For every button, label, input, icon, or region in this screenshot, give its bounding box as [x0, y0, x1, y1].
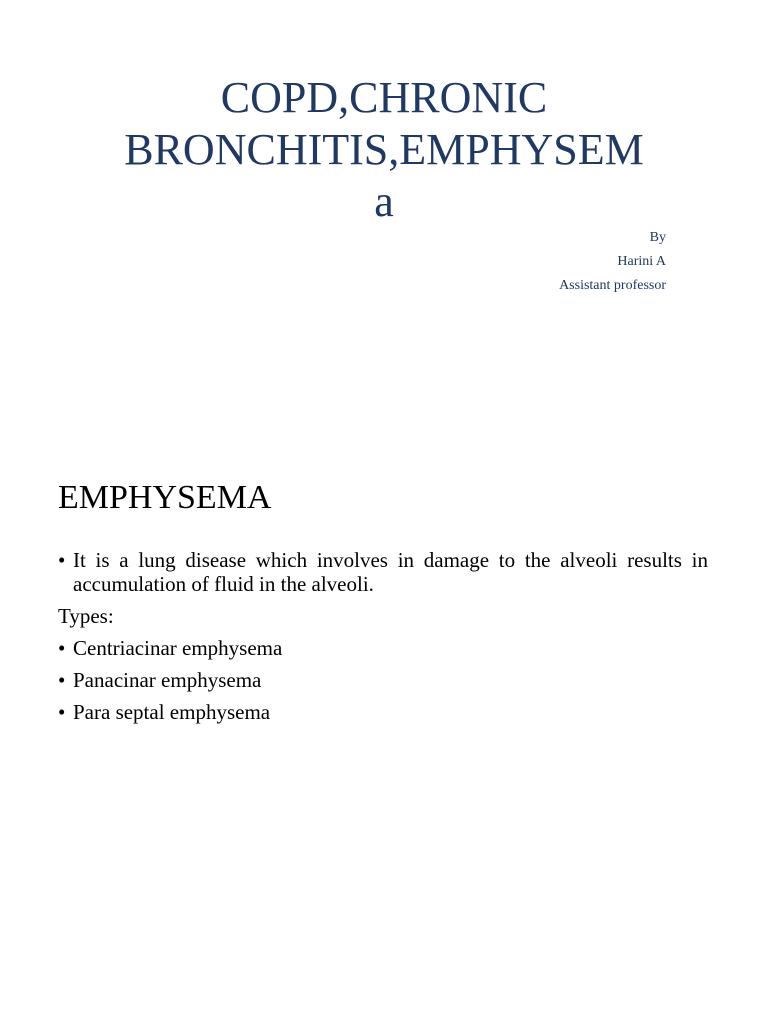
bullet-icon: • — [58, 548, 66, 572]
bullet-icon: • — [58, 668, 66, 692]
bullet-icon: • — [58, 700, 66, 724]
title-line-1: COPD,CHRONIC — [220, 73, 548, 122]
title-slide — [0, 0, 768, 440]
list-item — [58, 700, 708, 724]
slide-title — [60, 72, 708, 228]
list-item — [58, 636, 708, 660]
byline-by: By — [649, 230, 666, 245]
emphysema-slide — [0, 440, 768, 1024]
bullet-icon: • — [58, 636, 66, 660]
definition-text: It is a lung disease which involves in damage to the alveoli results in accumulation of fluid in the alveoli. — [73, 548, 708, 596]
definition-bullet — [58, 548, 708, 596]
type-centriacinar: Centriacinar emphysema — [73, 636, 283, 660]
author-byline — [559, 226, 666, 298]
title-line-3: a — [374, 177, 394, 226]
title-line-2: BRONCHITIS,EMPHYSEM — [124, 125, 644, 174]
list-item — [58, 668, 708, 692]
slide-heading: EMPHYSEMA — [58, 479, 272, 516]
types-label: Types: — [58, 604, 114, 628]
type-panacinar: Panacinar emphysema — [73, 668, 262, 692]
slide-body — [58, 548, 708, 732]
author-name: Harini A — [617, 254, 666, 269]
type-paraseptal: Para septal emphysema — [73, 700, 271, 724]
author-role: Assistant professor — [559, 278, 666, 293]
